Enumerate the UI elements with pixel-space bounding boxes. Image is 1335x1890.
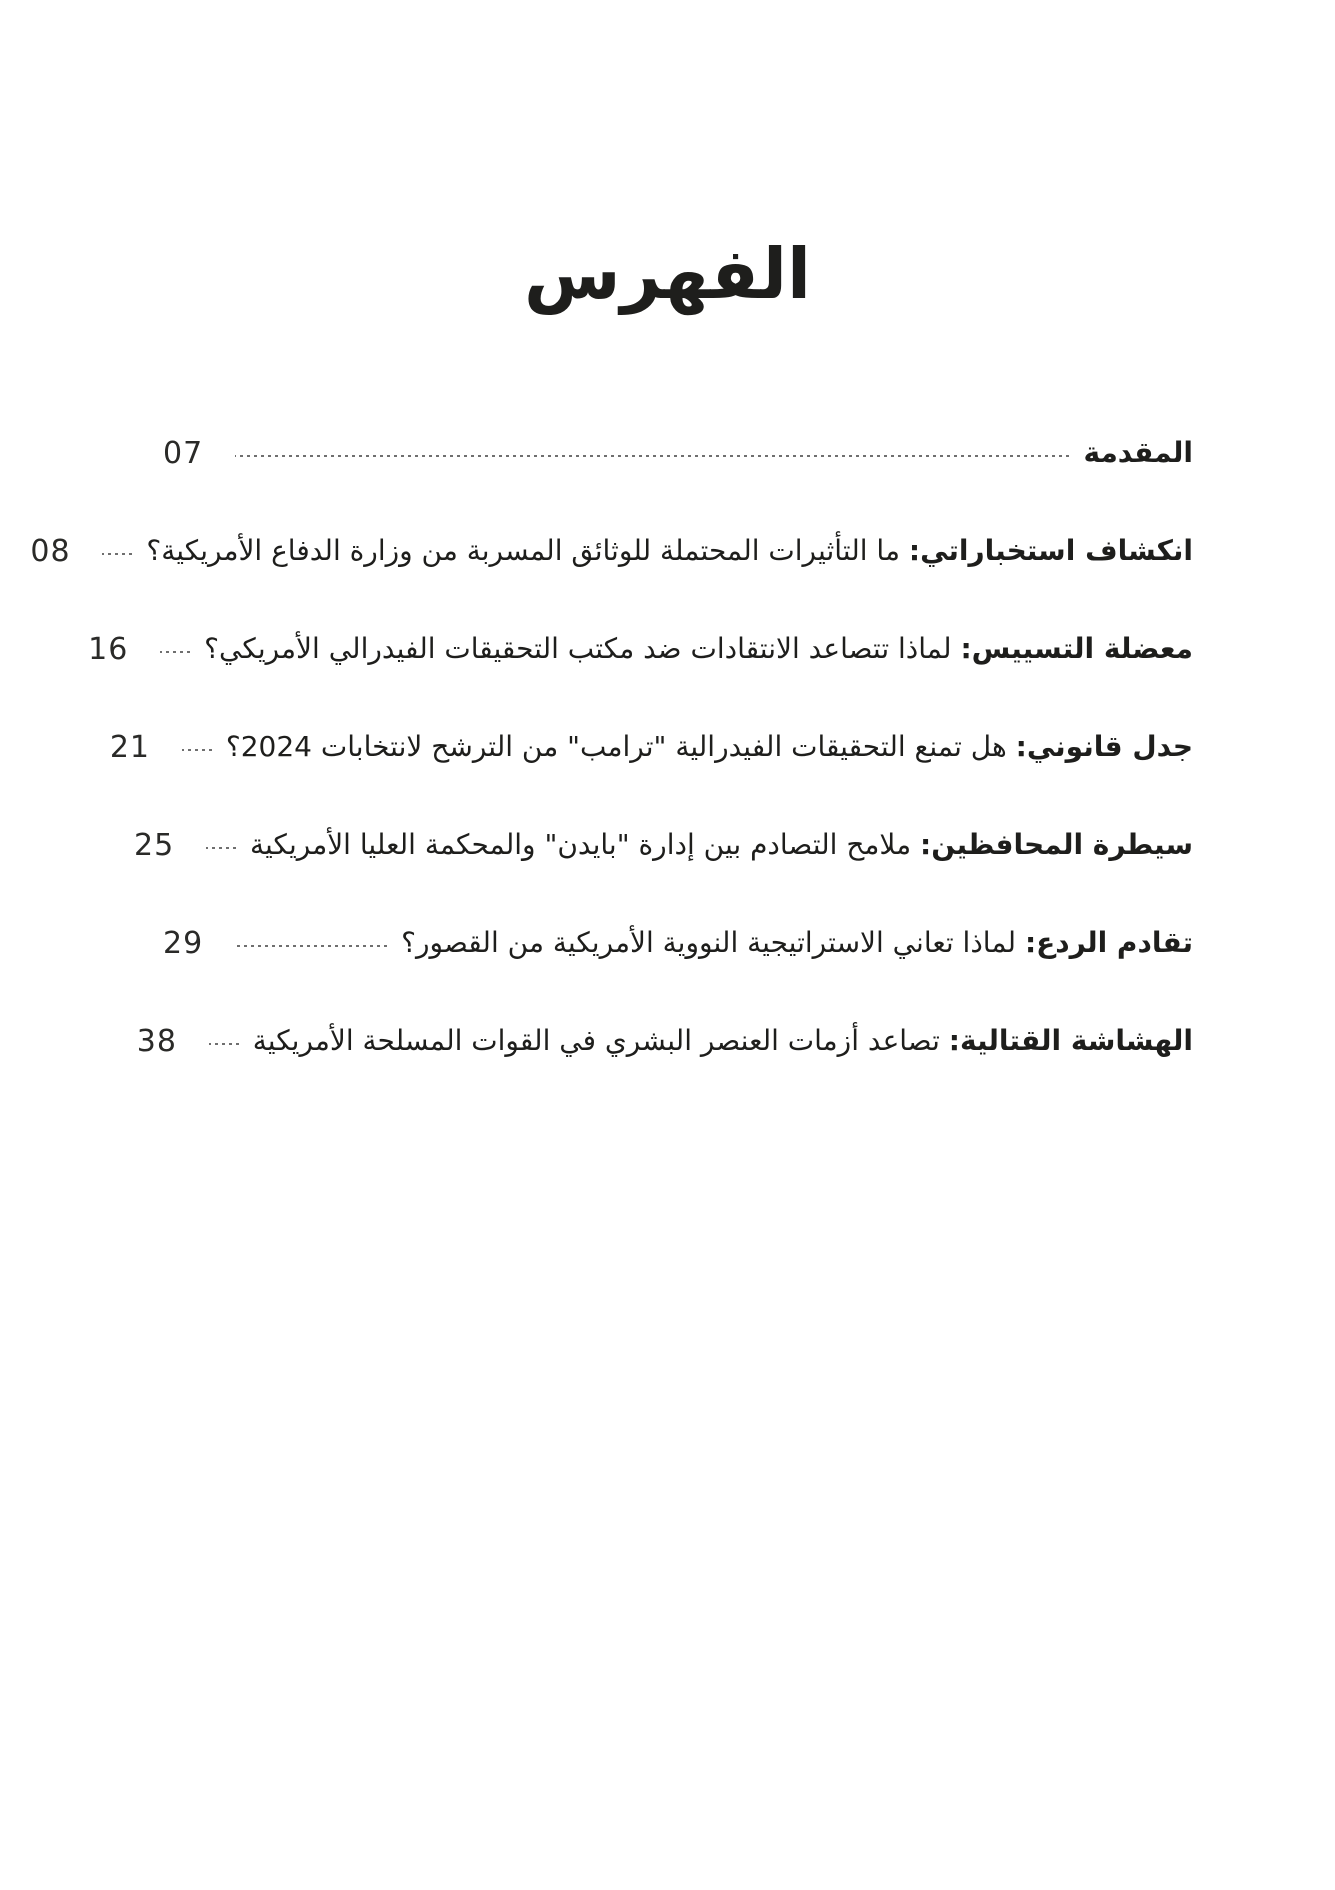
- entry-title: [146, 532, 1193, 570]
- toc-entry: [88, 600, 1193, 698]
- entry-page-number: 38: [136, 1023, 177, 1059]
- toc-entry: [163, 404, 1193, 502]
- entry-title-bold: سيطرة المحافظين:: [920, 828, 1193, 862]
- entry-page-number: 21: [109, 729, 151, 765]
- entry-title-bold: انكشاف استخباراتي:: [908, 534, 1193, 568]
- toc-entry: [163, 894, 1193, 992]
- dot-leader: [235, 945, 387, 947]
- entry-title: [401, 924, 1193, 962]
- toc-list: [30, 404, 1193, 1090]
- entry-page-number: 29: [163, 925, 204, 961]
- entry-title-rest: ما التأثيرات المحتملة للوثائق المسربة من وزارة الدفاع الأمريكية؟: [146, 534, 909, 568]
- entry-title-rest: لماذا تعاني الاستراتيجية النووية الأمريكية من القصور؟: [401, 926, 1025, 960]
- entry-title: [253, 1022, 1193, 1060]
- dot-leader: [209, 1043, 239, 1045]
- entry-title-rest: تصاعد أزمات العنصر البشري في القوات المسلحة الأمريكية: [252, 1024, 949, 1058]
- entry-page-number: 25: [134, 827, 175, 863]
- entry-title-rest: ملامح التصادم بين إدارة "بايدن" والمحكمة العليا الأمريكية: [250, 828, 921, 862]
- entry-title-bold: تقادم الردع:: [1024, 926, 1193, 960]
- dot-leader: [235, 455, 1069, 457]
- dot-leader: [102, 553, 132, 555]
- entry-title-bold: جدل قانوني:: [1015, 730, 1193, 764]
- toc-entry: [134, 796, 1193, 894]
- entry-title-bold: معضلة التسييس:: [960, 632, 1193, 666]
- entry-page-number: 08: [30, 533, 71, 569]
- dot-leader: [206, 847, 236, 849]
- entry-page-number: 16: [88, 631, 129, 667]
- dot-leader: [182, 749, 212, 751]
- entry-title: [250, 826, 1193, 864]
- page-title: الفهرس: [523, 232, 811, 315]
- entry-title-rest: هل تمنع التحقيقات الفيدرالية "ترامب" من الترشح لانتخابات 2024؟: [225, 730, 1016, 764]
- toc-entry: [136, 992, 1193, 1090]
- entry-title: [226, 728, 1193, 766]
- toc-entry: [30, 502, 1193, 600]
- entry-title-rest: لماذا تتصاعد الانتقادات ضد مكتب التحقيقات الفيدرالي الأمريكي؟: [204, 632, 961, 666]
- entry-title-bold: الهشاشة القتالية:: [948, 1024, 1193, 1058]
- entry-title-bold: المقدمة: [1083, 436, 1193, 470]
- entry-title: [204, 630, 1193, 668]
- toc-entry: [109, 698, 1193, 796]
- entry-title: [1083, 434, 1193, 472]
- entry-page-number: 07: [163, 435, 204, 471]
- dot-leader: [160, 651, 190, 653]
